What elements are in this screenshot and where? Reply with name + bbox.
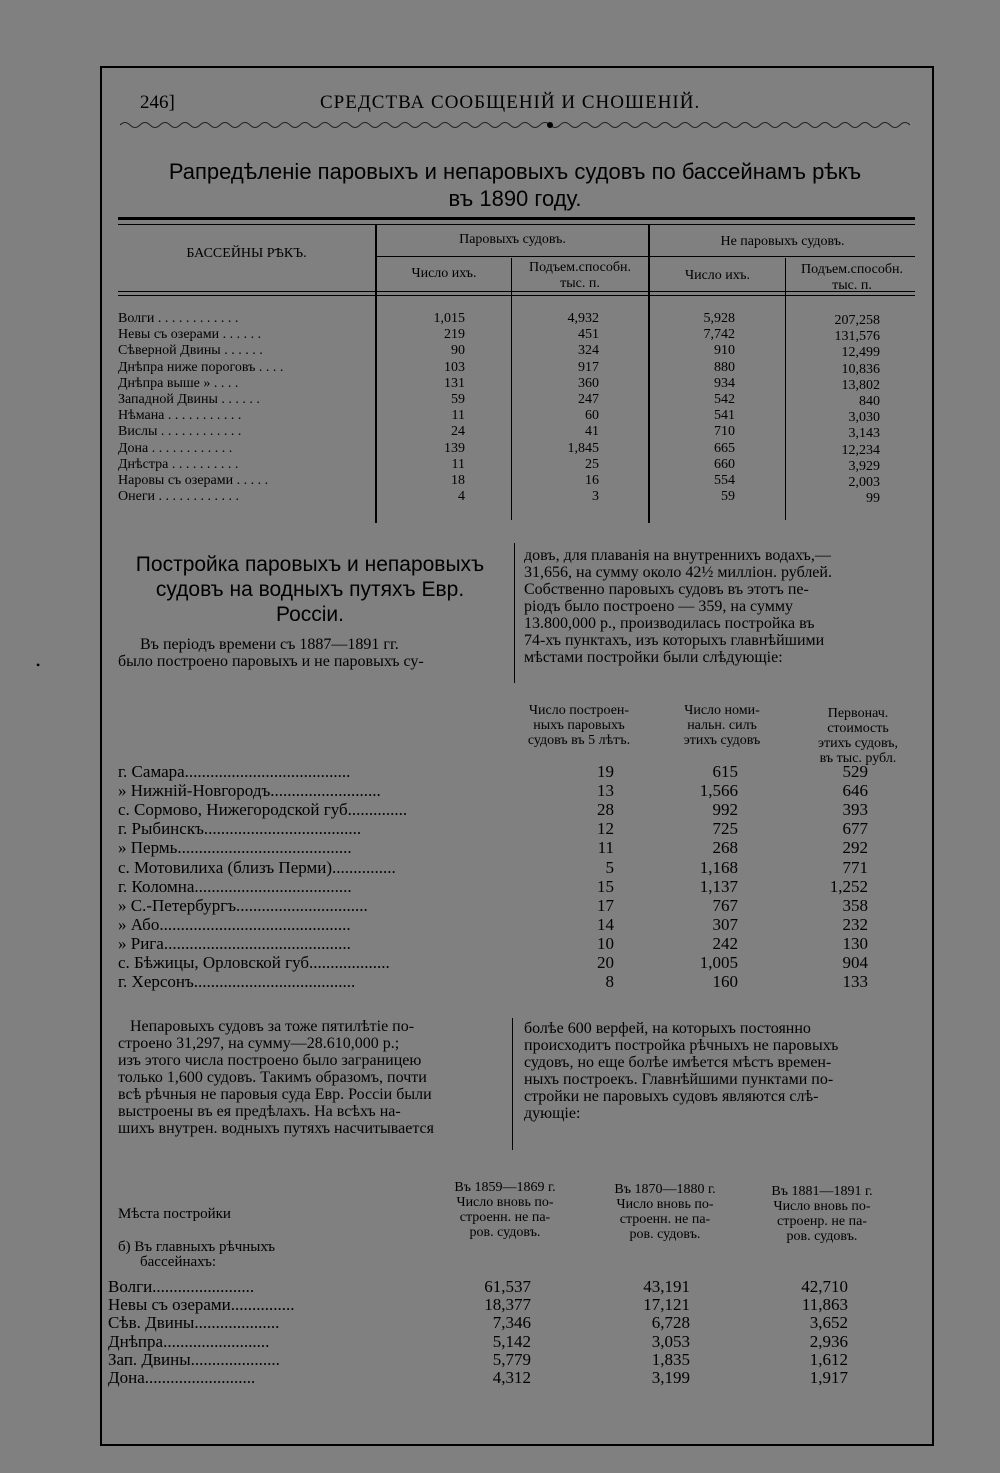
table2-cost: 771 bbox=[842, 857, 868, 877]
table2-place: с. Мотовилиха (близъ Перми)............... bbox=[118, 857, 396, 877]
table3-col-1870 bbox=[585, 1182, 745, 1242]
table1-group-nonsteam: Не паровыхъ судовъ. bbox=[720, 234, 845, 249]
table2-count: 14 bbox=[597, 914, 614, 934]
section2-right-paragraph bbox=[524, 547, 916, 666]
table1-nonsteam-count: 5,928 bbox=[703, 311, 735, 326]
table1-steam-count: 219 bbox=[444, 327, 465, 343]
table1-steam-capacity: 16 bbox=[585, 473, 599, 488]
table1-nonsteam-count: 554 bbox=[714, 473, 735, 488]
table1-steam-count: 103 bbox=[444, 359, 465, 375]
section2-right-line: 13.800,000 р., производилась постройка въ bbox=[524, 615, 815, 632]
table2-power: 1,137 bbox=[699, 876, 738, 896]
table1-group-rule bbox=[377, 256, 915, 257]
table2-power: 615 bbox=[712, 762, 738, 781]
table1-title bbox=[120, 158, 910, 212]
table3-1881: 11,863 bbox=[801, 1295, 848, 1315]
table2-count: 10 bbox=[597, 933, 614, 953]
table3-1881: 1,917 bbox=[809, 1368, 848, 1387]
capacity-label-line1: Подъем.способн. bbox=[528, 260, 632, 275]
table1-row-name: Днѣпра выше » . . . . bbox=[118, 375, 239, 391]
table1-title-line1: Рапредѣленіе паровыхъ и непаровыхъ судовъ по бассейнамъ рѣкъ bbox=[168, 159, 862, 184]
table1-nonsteam-capacity: 3,143 bbox=[848, 426, 880, 442]
section3-right-line: судовъ, но еще болѣе имѣется мѣстъ времен- bbox=[524, 1054, 832, 1071]
table2-count: 13 bbox=[597, 781, 614, 801]
table1-steam-capacity: 247 bbox=[578, 392, 599, 407]
column-head-line: ров. судовъ. bbox=[469, 1225, 541, 1240]
table1-steam-count: 1,015 bbox=[433, 311, 465, 326]
table2-row bbox=[118, 934, 908, 953]
column-head-line: судовъ въ 5 лѣтъ. bbox=[527, 733, 631, 748]
table2-row bbox=[118, 800, 908, 819]
table2-count: 20 bbox=[597, 953, 614, 972]
table1-nonsteam-capacity: 2,003 bbox=[848, 475, 880, 490]
table3-1859: 61,537 bbox=[484, 1277, 531, 1296]
section2-heading-line1: Постройка паровыхъ и непаровыхъ bbox=[135, 553, 485, 576]
table2-col-power bbox=[660, 703, 784, 748]
table2-row bbox=[118, 781, 908, 800]
table1-sub-steam-capacity bbox=[512, 260, 648, 292]
table2-power: 1,005 bbox=[699, 953, 738, 972]
table2-cost: 232 bbox=[842, 914, 868, 934]
table2-place: » С.-Петербургъ............................... bbox=[118, 895, 368, 915]
table1-nonsteam-capacity: 3,030 bbox=[848, 410, 880, 426]
column-head-line: Число вновь по- bbox=[616, 1197, 714, 1212]
column-head-line: нальн. силъ bbox=[687, 718, 757, 733]
table2-count: 12 bbox=[597, 819, 614, 839]
section3-left-line: только 1,600 судовъ. Такимъ образомъ, почти bbox=[118, 1069, 427, 1086]
section2-column-rule bbox=[514, 543, 515, 683]
table2-row bbox=[118, 915, 908, 934]
table1-steam-capacity: 3 bbox=[592, 489, 599, 505]
capacity-label-line2: тыс. п. bbox=[560, 276, 600, 291]
table2-row bbox=[118, 819, 908, 838]
section2-heading-line3: Россіи. bbox=[276, 603, 344, 626]
column-head-line: ров. судовъ. bbox=[786, 1229, 858, 1244]
table2-power: 767 bbox=[712, 895, 738, 915]
table2-place: » Нижній-Новгородъ.......................... bbox=[118, 781, 381, 801]
table1-nonsteam-count: 542 bbox=[714, 392, 735, 407]
table1-nonsteam-count: 59 bbox=[721, 489, 735, 505]
page-frame-bottom bbox=[100, 1444, 934, 1446]
table3-1881: 42,710 bbox=[801, 1277, 848, 1296]
table3-row bbox=[108, 1313, 908, 1332]
table2-count: 17 bbox=[597, 895, 614, 915]
table1-steam-capacity: 360 bbox=[578, 375, 599, 391]
table3-row bbox=[108, 1295, 908, 1314]
table1-sub-nonsteam-count: Число ихъ. bbox=[685, 268, 750, 283]
table1-steam-capacity: 60 bbox=[585, 408, 599, 424]
section2-right-line: ріодъ было построено — 359, на сумму bbox=[524, 598, 793, 615]
section3-right-line: дующіе: bbox=[524, 1105, 581, 1122]
section2-right-line: мѣстами постройки были слѣдующіе: bbox=[524, 649, 783, 666]
table1-col-basin: БАССЕЙНЫ РѢКЪ. bbox=[186, 246, 307, 261]
table3-1870: 43,191 bbox=[643, 1277, 690, 1296]
table2-count: 5 bbox=[605, 857, 614, 877]
table2-row bbox=[118, 877, 908, 896]
section2-left-paragraph bbox=[118, 636, 508, 670]
table3-1859: 4,312 bbox=[492, 1368, 531, 1387]
section3-left-line: изъ этого числа построено было заграницею bbox=[118, 1052, 422, 1069]
table1-top-rule-thin bbox=[118, 224, 915, 225]
table1-row-name: Днѣстра . . . . . . . . . . bbox=[118, 456, 239, 472]
table2-count: 15 bbox=[597, 876, 614, 896]
table2-cost: 646 bbox=[842, 781, 868, 801]
section3-right-line: болѣе 600 верфей, на которыхъ постоянно bbox=[524, 1020, 811, 1037]
section2-heading-line2: судовъ на водныхъ путяхъ Евр. bbox=[155, 578, 465, 601]
table1-steam-capacity: 25 bbox=[585, 456, 599, 472]
column-head-line: Въ 1859—1869 г. bbox=[454, 1180, 556, 1195]
table2-count: 28 bbox=[597, 800, 614, 820]
table2-row bbox=[118, 838, 908, 857]
table2-cost: 393 bbox=[842, 800, 868, 820]
table1-nonsteam-capacity: 13,802 bbox=[841, 377, 880, 393]
column-head-line: этихъ судовъ bbox=[683, 733, 761, 748]
table2-cost: 904 bbox=[842, 953, 868, 972]
table2-power: 242 bbox=[712, 933, 738, 953]
section3-left-line: шихъ внутрен. водныхъ путяхъ насчитывается bbox=[118, 1120, 434, 1137]
section2-heading bbox=[110, 552, 510, 627]
table1-nonsteam-count: 665 bbox=[714, 440, 735, 456]
column-head-line: Въ 1881—1891 г. bbox=[771, 1184, 873, 1199]
table3-place: Дона.......................... bbox=[108, 1368, 256, 1387]
table3-1881: 2,936 bbox=[809, 1331, 848, 1351]
decorative-wavy-rule bbox=[120, 118, 910, 132]
table2-power: 268 bbox=[712, 838, 738, 858]
column-head-line: Число номи- bbox=[684, 703, 760, 718]
running-title: СРЕДСТВА СООБЩЕНІЙ И СНОШЕНІЙ. bbox=[320, 92, 701, 113]
margin-dot: • bbox=[36, 658, 41, 672]
table3-1870: 6,728 bbox=[651, 1313, 690, 1333]
table2-power: 1,168 bbox=[699, 857, 738, 877]
table1-steam-count: 131 bbox=[444, 375, 465, 391]
table1-row-name: Дона . . . . . . . . . . . . bbox=[118, 440, 233, 456]
table3-row bbox=[108, 1368, 908, 1387]
table1-row-name: Онеги . . . . . . . . . . . . bbox=[118, 489, 240, 505]
table2-place: » Пермь......................................... bbox=[118, 838, 352, 858]
table2-count: 19 bbox=[597, 762, 614, 781]
table1-nonsteam-capacity: 12,499 bbox=[841, 345, 880, 361]
table1-steam-capacity: 451 bbox=[578, 327, 599, 343]
table3-place: Сѣв. Двины.................... bbox=[108, 1313, 280, 1333]
table1-steam-count: 24 bbox=[451, 424, 465, 440]
table3-row bbox=[108, 1350, 908, 1369]
table2-col-cost bbox=[780, 706, 936, 766]
table2-power: 725 bbox=[712, 819, 738, 839]
table3-1881: 3,652 bbox=[809, 1313, 848, 1333]
table3-place: Волги........................ bbox=[108, 1277, 255, 1296]
table2-place: с. Бѣжицы, Орловской губ................... bbox=[118, 953, 390, 972]
section3-left-line: всѣ рѣчныя не паровыя суда Евр. Россіи были bbox=[118, 1086, 432, 1103]
table2-cost: 292 bbox=[842, 838, 868, 858]
table3-1870: 17,121 bbox=[643, 1295, 690, 1315]
column-head-line: въ тыс. рубл. bbox=[819, 751, 897, 766]
table1-nonsteam-capacity: 10,836 bbox=[841, 361, 880, 377]
table3-1870: 3,053 bbox=[651, 1331, 690, 1351]
table1-row-name: Западной Двины . . . . . . bbox=[118, 392, 260, 407]
table1-top-rule bbox=[118, 217, 915, 220]
table2-row bbox=[118, 762, 908, 781]
table3-1859: 7,346 bbox=[492, 1313, 531, 1333]
section2-right-line: Собственно паровыхъ судовъ въ этотъ пе- bbox=[524, 581, 809, 598]
table3-subhead-line1: б) Въ главныхъ рѣчныхъ bbox=[118, 1239, 276, 1255]
table1-steam-capacity: 4,932 bbox=[567, 311, 599, 326]
section3-right-line: происходитъ постройка рѣчныхъ не паровыхъ bbox=[524, 1037, 839, 1054]
table2-place: г. Рыбинскъ..................................... bbox=[118, 819, 362, 839]
section2-left-line1: Въ періодъ времени съ 1887—1891 гг. bbox=[140, 636, 399, 653]
table1-steam-capacity: 1,845 bbox=[567, 440, 599, 456]
column-head-line: Число построен- bbox=[528, 703, 630, 718]
table1-nonsteam-count: 710 bbox=[714, 424, 735, 440]
table2-count: 8 bbox=[605, 972, 614, 992]
table2-power: 1,566 bbox=[699, 781, 738, 801]
table1-steam-count: 4 bbox=[458, 489, 465, 505]
page-number: 246] bbox=[140, 92, 175, 113]
capacity-label-line2: тыс. п. bbox=[832, 278, 872, 293]
section2-right-line: 31,656, на сумму около 42½ милліон. рублей. bbox=[524, 564, 832, 581]
section2-right-line: довъ, для плаванія на внутреннихъ водахъ,— bbox=[524, 547, 831, 564]
table1-steam-count: 59 bbox=[451, 392, 465, 407]
table1-nonsteam-capacity: 840 bbox=[859, 394, 880, 409]
table1-row-name: Днѣпра ниже пороговъ . . . . bbox=[118, 359, 284, 375]
table2-row bbox=[118, 896, 908, 915]
table3-place: Невы съ озерами............... bbox=[108, 1295, 295, 1315]
table1-steam-count: 11 bbox=[451, 408, 465, 424]
table2-place: » Або............................................. bbox=[118, 914, 351, 934]
table3-1870: 1,835 bbox=[651, 1349, 690, 1369]
column-head-line: Число вновь по- bbox=[456, 1195, 554, 1210]
table1-sub-nonsteam-capacity bbox=[786, 262, 918, 294]
table2-place: г. Коломна..................................... bbox=[118, 876, 352, 896]
table1-row-name: Невы съ озерами . . . . . . bbox=[118, 327, 262, 343]
table1-nonsteam-count: 541 bbox=[714, 408, 735, 424]
section3-column-rule bbox=[512, 1018, 513, 1150]
table2-row bbox=[118, 953, 908, 972]
table2-cost: 677 bbox=[842, 819, 868, 839]
table1-nonsteam-capacity: 12,234 bbox=[841, 442, 880, 458]
table1-row-name: Сѣверной Двины . . . . . . bbox=[118, 343, 263, 359]
section2-left-line2: было построено паровыхъ и не паровыхъ су- bbox=[118, 653, 424, 670]
table1-nonsteam-count: 934 bbox=[714, 375, 735, 391]
table2-count: 11 bbox=[597, 838, 614, 858]
section3-left-line: строено 31,297, на сумму—28.610,000 р.; bbox=[118, 1035, 400, 1052]
table1-nonsteam-count: 910 bbox=[714, 343, 735, 359]
table1-nonsteam-count: 880 bbox=[714, 359, 735, 375]
table1-group-steam: Паровыхъ судовъ. bbox=[459, 232, 566, 247]
table2-power: 307 bbox=[712, 914, 738, 934]
table1-steam-count: 11 bbox=[451, 456, 465, 472]
table1-nonsteam-capacity: 131,576 bbox=[834, 329, 880, 345]
table3-1859: 18,377 bbox=[484, 1295, 531, 1315]
table1-nonsteam-capacity: 3,929 bbox=[848, 458, 880, 474]
column-head-line: Въ 1870—1880 г. bbox=[614, 1182, 716, 1197]
table1-row-name: Нѣмана . . . . . . . . . . . bbox=[118, 408, 242, 424]
table1-steam-count: 139 bbox=[444, 440, 465, 456]
column-head-line: строенн. не па- bbox=[459, 1210, 551, 1225]
table1-steam-count: 18 bbox=[451, 473, 465, 488]
section3-right-line: ныхъ построекъ. Главнѣйшими пунктами по- bbox=[524, 1071, 834, 1088]
table2-power: 160 bbox=[712, 972, 738, 992]
capacity-label-line1: Подъем.способн. bbox=[800, 262, 904, 277]
table3-1859: 5,142 bbox=[492, 1331, 531, 1351]
table2-place: г. Самара....................................... bbox=[118, 762, 351, 781]
column-head-line: Первонач. bbox=[827, 706, 889, 721]
section3-left-line: Непаровыхъ судовъ за тоже пятилѣтіе по- bbox=[130, 1018, 415, 1035]
table1-header-rule2 bbox=[118, 295, 915, 296]
table2-cost: 358 bbox=[842, 895, 868, 915]
table1-steam-capacity: 41 bbox=[585, 424, 599, 440]
table3-place: Зап. Двины..................... bbox=[108, 1349, 280, 1369]
table2-cost: 130 bbox=[842, 933, 868, 953]
table2-power: 992 bbox=[712, 800, 738, 820]
section3-left-line: выстроены въ ея предѣлахъ. На всѣхъ на- bbox=[118, 1103, 401, 1120]
column-head-line: этихъ судовъ, bbox=[817, 736, 899, 751]
table1-steam-capacity: 324 bbox=[578, 343, 599, 359]
table2-place: » Рига............................................ bbox=[118, 933, 351, 953]
table3-subhead-line2: бассейнахъ: bbox=[140, 1254, 217, 1270]
table3-row bbox=[108, 1277, 908, 1296]
table2-place: г. Херсонъ...................................... bbox=[118, 972, 356, 992]
column-head-line: стоимость bbox=[827, 721, 889, 736]
column-head-line: Число вновь по- bbox=[773, 1199, 871, 1214]
table1-nonsteam-count: 660 bbox=[714, 456, 735, 472]
table3-col-1859 bbox=[425, 1180, 585, 1240]
column-head-line: ров. судовъ. bbox=[629, 1227, 701, 1242]
section3-left-paragraph bbox=[118, 1018, 508, 1137]
table1-nonsteam-capacity: 207,258 bbox=[834, 313, 880, 328]
column-head-line: строенн. не па- bbox=[619, 1212, 711, 1227]
table3-place: Днѣпра......................... bbox=[108, 1331, 270, 1351]
table1-steam-count: 90 bbox=[451, 343, 465, 359]
table3-col-1881 bbox=[742, 1184, 902, 1244]
column-head-line: ныхъ паровыхъ bbox=[533, 718, 625, 733]
table3-1870: 3,199 bbox=[651, 1368, 690, 1387]
table1-row-name: Вислы . . . . . . . . . . . . bbox=[118, 424, 242, 440]
table3-1881: 1,612 bbox=[809, 1349, 848, 1369]
table1-nonsteam-count: 7,742 bbox=[703, 327, 735, 343]
table2-cost: 133 bbox=[842, 972, 868, 992]
table2-col-count bbox=[506, 703, 652, 748]
table2-row bbox=[118, 858, 908, 877]
table2-place: с. Сормово, Нижегородской губ.............. bbox=[118, 800, 408, 820]
table3-places-label: Мѣста постройки bbox=[118, 1206, 231, 1222]
table1-nonsteam-capacity: 99 bbox=[866, 491, 880, 507]
table1-steam-capacity: 917 bbox=[578, 359, 599, 375]
table2-row bbox=[118, 972, 908, 991]
table1-row-name: Волги . . . . . . . . . . . . bbox=[118, 311, 239, 326]
column-head-line: строенр. не па- bbox=[777, 1214, 867, 1229]
table1-sub-steam-count: Число ихъ. bbox=[411, 266, 477, 281]
table2-cost: 529 bbox=[842, 762, 868, 781]
table1-row-name: Наровы съ озерами . . . . . bbox=[118, 473, 269, 488]
table1-title-line2: въ 1890 году. bbox=[448, 186, 582, 211]
table3-1859: 5,779 bbox=[492, 1349, 531, 1369]
table3-row bbox=[108, 1332, 908, 1351]
section3-right-line: стройки не паровыхъ судовъ являются слѣ- bbox=[524, 1088, 819, 1105]
table2-cost: 1,252 bbox=[829, 876, 868, 896]
table3-subhead bbox=[118, 1240, 275, 1270]
section3-right-paragraph bbox=[524, 1020, 916, 1122]
section2-right-line: 74-хъ пунктахъ, изъ которыхъ главнѣйшими bbox=[524, 632, 825, 649]
